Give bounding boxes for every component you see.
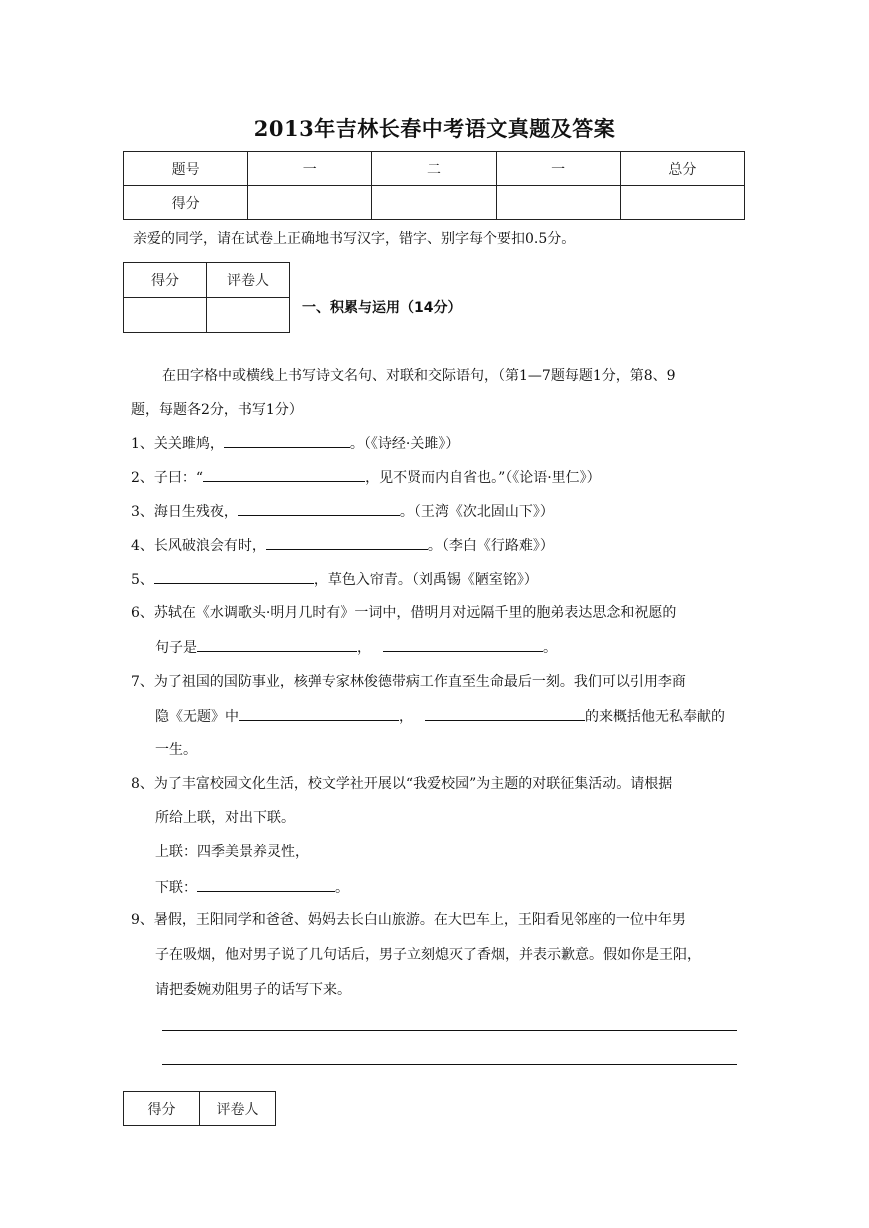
question-7-line-3: 一生。 bbox=[155, 742, 197, 758]
question-8-line-2: 所给上联，对出下联。 bbox=[155, 810, 295, 826]
score-table-header-cell: 总分 bbox=[620, 152, 744, 186]
q5-suffix: ，草色入帘青。（刘禹锡《陋室铭》） bbox=[313, 572, 538, 588]
question-1 bbox=[131, 433, 459, 454]
q7-answer-blank-1[interactable] bbox=[239, 706, 399, 721]
score-cell[interactable] bbox=[248, 186, 372, 220]
bottom-grader-score-label: 得分 bbox=[124, 1092, 200, 1126]
question-9-line-2: 子在吸烟，他对男子说了几句话后，男子立刻熄灭了香烟，并表示歉意。假如你是王阳， bbox=[155, 947, 701, 963]
q3-answer-blank[interactable] bbox=[238, 501, 400, 516]
question-9-line-1: 9、暑假，王阳同学和爸爸、妈妈去长白山旅游。在大巴车上，王阳看见邻座的一位中年男 bbox=[131, 912, 686, 928]
q7-suffix: 的来概括他无私奉献的 bbox=[585, 709, 725, 725]
bottom-grader-box bbox=[123, 1091, 276, 1126]
score-table-header-cell: 一 bbox=[496, 152, 620, 186]
question-6-line-1: 6、苏轼在《水调歌头·明月几时有》一词中，借明月对远隔千里的胞弟表达思念和祝愿的 bbox=[131, 605, 677, 621]
question-5 bbox=[131, 569, 538, 590]
question-4 bbox=[131, 535, 554, 556]
q8-answer-blank[interactable] bbox=[197, 877, 335, 892]
q5-prefix: 5、 bbox=[131, 572, 154, 588]
score-cell[interactable] bbox=[620, 186, 744, 220]
question-6-line-2 bbox=[155, 637, 557, 658]
q7-answer-blank-2[interactable] bbox=[425, 706, 585, 721]
question-8-upper-couplet: 上联：四季美景养灵性， bbox=[155, 844, 309, 860]
q5-answer-blank[interactable] bbox=[154, 569, 314, 584]
question-7-line-1: 7、为了祖国的国防事业，核弹专家林俊德带病工作直至生命最后一刻。我们可以引用李商 bbox=[131, 674, 686, 690]
score-table bbox=[123, 151, 745, 220]
intro-line-2: 题，每题各2分，书写1分） bbox=[131, 402, 303, 418]
page-title: 2013年吉林长春中考语文真题及答案 bbox=[253, 116, 616, 141]
q8-lower-prefix: 下联： bbox=[155, 880, 197, 896]
grader-label: 评卷人 bbox=[207, 263, 290, 298]
q7-prefix: 隐《无题》中 bbox=[155, 709, 239, 725]
q3-prefix: 3、海日生残夜， bbox=[131, 504, 238, 520]
notice-text: 亲爱的同学，请在试卷上正确地书写汉字，错字、别字每个要扣0.5分。 bbox=[133, 231, 576, 247]
question-3 bbox=[131, 501, 554, 522]
score-table-header-cell: 一 bbox=[248, 152, 372, 186]
q8-lower-suffix: 。 bbox=[335, 880, 349, 896]
score-table-header-cell: 题号 bbox=[124, 152, 248, 186]
question-2 bbox=[131, 467, 601, 488]
grader-score-cell[interactable] bbox=[124, 298, 207, 333]
q2-suffix: ，见不贤而内自省也。”（《论语·里仁》） bbox=[365, 470, 601, 486]
q6-prefix: 句子是 bbox=[155, 640, 197, 656]
q4-answer-blank[interactable] bbox=[266, 535, 428, 550]
score-cell[interactable] bbox=[372, 186, 496, 220]
q6-suffix: 。 bbox=[543, 640, 557, 656]
intro-line-1: 在田字格中或横线上书写诗文名句、对联和交际语句，（第1—7题每题1分，第8、9 bbox=[162, 368, 676, 384]
q4-prefix: 4、长风破浪会有时， bbox=[131, 538, 266, 554]
question-7-line-2 bbox=[155, 706, 725, 727]
grader-box bbox=[123, 262, 290, 333]
q9-answer-line-2[interactable] bbox=[162, 1064, 737, 1065]
q3-suffix: 。（王湾《次北固山下》） bbox=[399, 504, 554, 520]
question-8-lower-couplet bbox=[155, 877, 349, 898]
question-9-line-3: 请把委婉劝阻男子的话写下来。 bbox=[155, 982, 351, 998]
grader-score-label: 得分 bbox=[124, 263, 207, 298]
section-1-title: 一、积累与运用（14分） bbox=[302, 300, 462, 316]
score-table-header-cell: 二 bbox=[372, 152, 496, 186]
score-table-row-label: 得分 bbox=[124, 186, 248, 220]
q2-prefix: 2、子曰：“ bbox=[131, 470, 204, 486]
q6-separator: ， bbox=[357, 640, 371, 656]
bottom-grader-label: 评卷人 bbox=[200, 1092, 276, 1126]
q1-suffix: 。（《诗经·关雎》） bbox=[349, 436, 460, 452]
q1-answer-blank[interactable] bbox=[224, 433, 350, 448]
q6-answer-blank-1[interactable] bbox=[197, 637, 357, 652]
q7-separator: ， bbox=[399, 709, 413, 725]
grader-name-cell[interactable] bbox=[207, 298, 290, 333]
q9-answer-line-1[interactable] bbox=[162, 1030, 737, 1031]
question-8-line-1: 8、为了丰富校园文化生活，校文学社开展以“我爱校园”为主题的对联征集活动。请根据 bbox=[131, 776, 673, 792]
q1-prefix: 1、关关雎鸠， bbox=[131, 436, 224, 452]
q6-answer-blank-2[interactable] bbox=[383, 637, 543, 652]
q4-suffix: 。（李白《行路难》） bbox=[427, 538, 554, 554]
q2-answer-blank[interactable] bbox=[203, 467, 365, 482]
score-cell[interactable] bbox=[496, 186, 620, 220]
